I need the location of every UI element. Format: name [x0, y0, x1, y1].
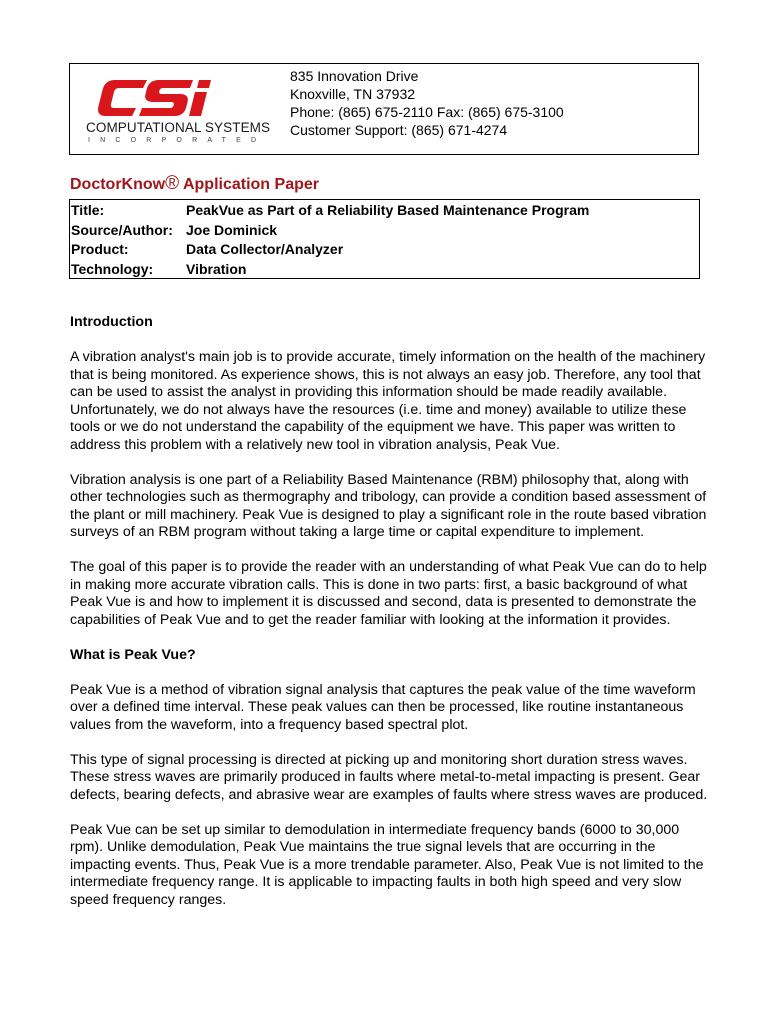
address-support: Customer Support: (865) 671-4274 — [290, 122, 508, 138]
meta-row-author — [70, 221, 699, 241]
paper-metadata — [69, 199, 700, 279]
address-phone-fax: Phone: (865) 675-2110 Fax: (865) 675-3100 — [290, 104, 564, 120]
logo-subtitle: INCORPORATED — [88, 137, 267, 144]
paper-type: Application Paper — [179, 176, 319, 193]
meta-label: Product: — [71, 241, 129, 257]
address-city: Knoxville, TN 37932 — [290, 86, 416, 102]
application-paper-title — [70, 173, 319, 195]
section-heading-introduction: Introduction — [70, 314, 153, 330]
logo-tagline: COMPUTATIONAL SYSTEMS — [86, 120, 271, 135]
meta-row-title — [70, 201, 699, 221]
meta-value: PeakVue as Part of a Reliability Based Maintenance Program — [186, 202, 590, 218]
meta-value: Joe Dominick — [186, 221, 278, 238]
csi-logo — [86, 76, 278, 148]
company-address — [290, 67, 564, 139]
paragraph: Peak Vue can be set up similar to demodulation in intermediate frequency bands (6000 to 30,000 rpm). Unlike demodulation, Peak Vue maintains the true signal levels that are occurring in the impacting events. Thus, Peak Vue is a more trendable parameter. Also, Peak Vue is not limited to the intermediate frequency range. It is applicable to impacting faults in both high speed and very slow speed frequency ranges. — [70, 821, 704, 908]
meta-row-product — [70, 240, 699, 260]
csi-logo-mark — [86, 76, 278, 120]
letterhead-box — [69, 63, 699, 155]
meta-label: Technology: — [71, 260, 154, 277]
meta-label: Title: — [71, 202, 105, 218]
paragraph: Peak Vue is a method of vibration signal analysis that captures the peak value of the time waveform over a defined time interval. These peak values can then be processed, like routine instantaneous values from the waveform, into a frequency based spectral plot. — [70, 681, 696, 733]
meta-value: Data Collector/Analyzer — [186, 241, 344, 257]
brand-name: DoctorKnow — [70, 176, 166, 193]
paragraph: The goal of this paper is to provide the reader with an understanding of what Peak Vue can do to help in making more accurate vibration calls. This is done in two parts: first, a basic background of what Peak Vue is and how to implement it is discussed and second, data is presented to demonstrate the capabilities of Peak Vue and to get the reader familiar with looking at the information it provides. — [70, 559, 707, 628]
paragraph: This type of signal processing is directed at picking up and monitoring short duration stress waves. These stress waves are primarily produced in faults where metal-to-metal impacting is present. Gear defects, bearing defects, and abrasive wear are examples of faults where stress waves are produced. — [70, 751, 708, 803]
address-street: 835 Innovation Drive — [290, 68, 419, 84]
meta-row-technology — [70, 260, 699, 280]
meta-label: Source/Author: — [71, 221, 173, 238]
registered-mark: ® — [165, 173, 180, 194]
paragraph: A vibration analyst's main job is to provide accurate, timely information on the health of the machinery that is being monitored. As experience shows, this is not always an easy job. Therefore, any tool that can be used to assist the analyst in providing this information should be made readily available. Unfortunately, we do not always have the resources (i.e. time and money) available to utilize these tools or we do not understand the capability of the equipment we have. This paper was written to address this problem with a relatively new tool in vibration analysis, Peak Vue. — [70, 349, 706, 453]
meta-value: Vibration — [186, 260, 247, 277]
section-heading-what-is-peak-vue: What is Peak Vue? — [70, 646, 196, 663]
paper-body — [70, 314, 710, 927]
paragraph: Vibration analysis is one part of a Reliability Based Maintenance (RBM) philosophy that, along with other technologies such as thermography and tribology, can provide a condition based assessment of the plant or mill machinery. Peak Vue is designed to play a significant role in the route based vibration surveys of an RBM program without taking a large time or capital expenditure to implement. — [70, 471, 707, 540]
